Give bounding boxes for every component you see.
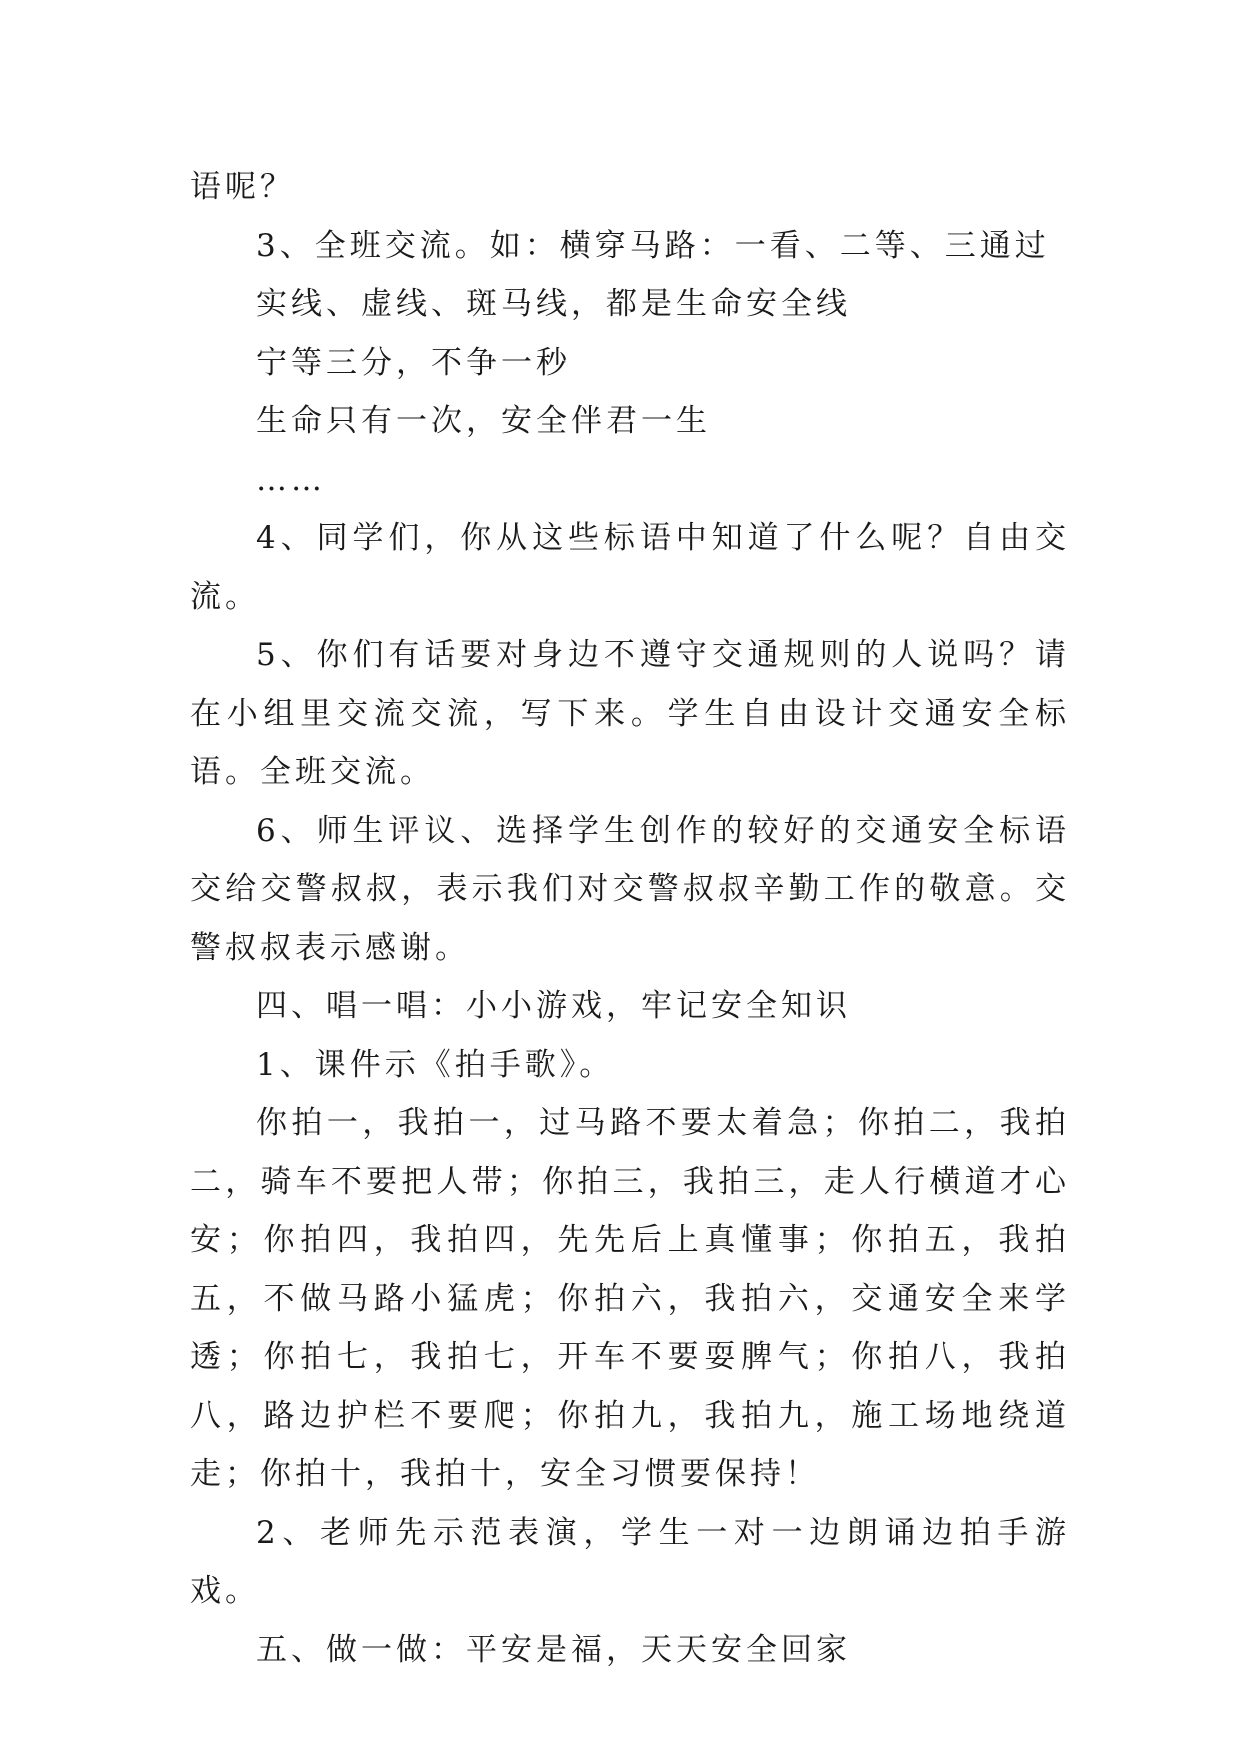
paragraph-5: 生命只有一次，安全伴君一生 bbox=[256, 403, 711, 439]
paragraph-4: 宁等三分，不争一秒 bbox=[256, 344, 571, 381]
paragraph-1: 语呢？ bbox=[190, 169, 295, 205]
paragraph-10: 四、唱一唱：小小游戏，牢记安全知识 bbox=[256, 988, 851, 1024]
paragraph-6: …… bbox=[256, 461, 326, 498]
paragraph-12: 你拍一，我拍一，过马路不要太着急；你拍二，我拍二，骑车不要把人带；你拍三，我拍三，走人行横道才心安；你拍四，我拍四，先先后上真懂事；你拍五，我拍五，不做马路小猛虎；你拍六，我拍六，交通安全来学透；你拍七，我拍七，开车不要耍脾气；你拍八，我拍八，路边护栏不要爬；你拍九，我拍九，施工场地绕道走；你拍十，我拍十，安全习惯要保持！ bbox=[190, 1105, 1070, 1492]
paragraph-9: 6、师生评议、选择学生创作的较好的交通安全标语交给交警叔叔，表示我们对交警叔叔辛勤工作的敬意。交警叔叔表示感谢。 bbox=[190, 812, 1070, 966]
paragraph-13: 2、老师先示范表演，学生一对一边朗诵边拍手游戏。 bbox=[190, 1514, 1070, 1609]
paragraph-3: 实线、虚线、斑马线，都是生命安全线 bbox=[256, 286, 851, 322]
paragraph-7: 4、同学们，你从这些标语中知道了什么呢？自由交流。 bbox=[190, 520, 1070, 615]
paragraph-2: 3、全班交流。如：横穿马路：一看、二等、三通过 bbox=[256, 227, 1050, 264]
paragraph-8: 5、你们有话要对身边不遵守交通规则的人说吗？请在小组里交流交流，写下来。学生自由设计交通安全标语。全班交流。 bbox=[190, 637, 1070, 790]
document-body bbox=[190, 158, 1070, 1679]
paragraph-11: 1、课件示《拍手歌》。 bbox=[256, 1046, 615, 1083]
paragraph-14: 五、做一做：平安是福，天天安全回家 bbox=[256, 1631, 851, 1668]
